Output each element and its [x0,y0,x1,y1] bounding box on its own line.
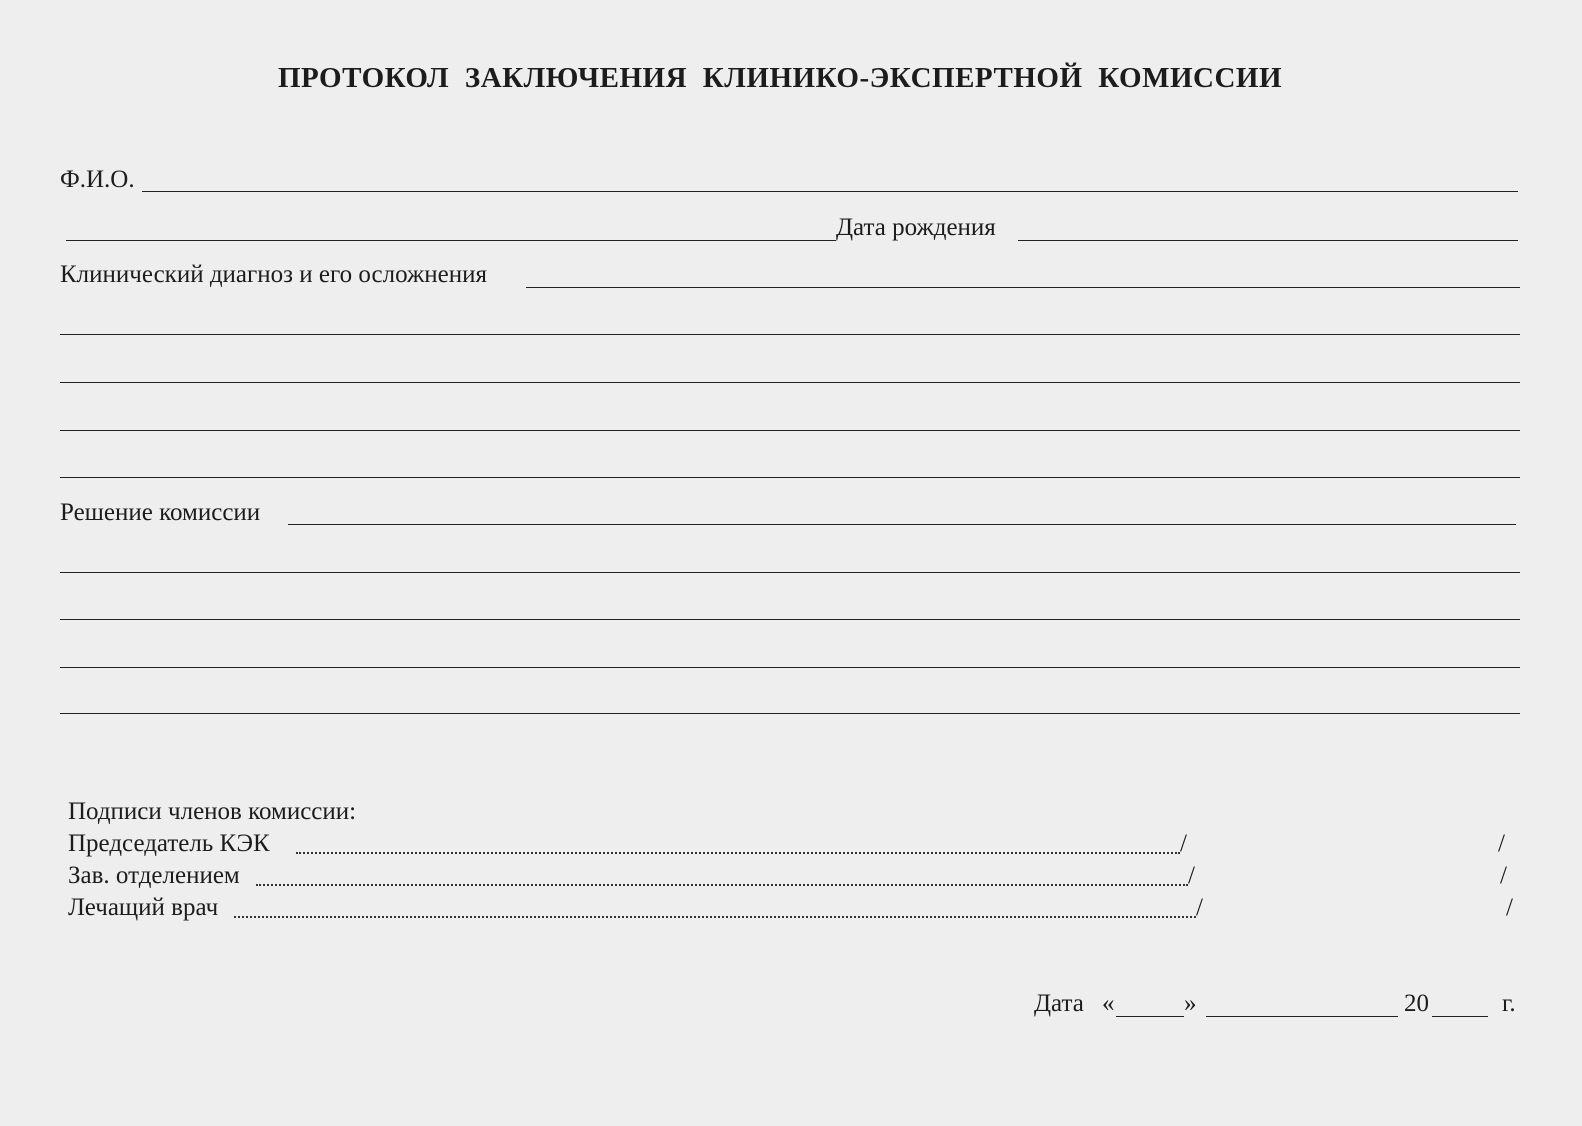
decision-line-1[interactable] [288,524,1516,525]
signature-head-label: Зав. отделением [68,862,240,889]
diagnosis-line-4[interactable] [60,430,1520,431]
diagnosis-line-2[interactable] [60,334,1520,335]
signature-head-line[interactable] [256,884,1188,886]
diagnosis-line-5[interactable] [60,477,1520,478]
date-day-line[interactable] [1116,1016,1184,1017]
signature-doctor-slash-mid: / [1196,894,1203,921]
decision-label: Решение комиссии [60,499,261,526]
signature-chairman-line[interactable] [296,852,1180,854]
signature-doctor-slash-end: / [1506,894,1513,921]
form-title: ПРОТОКОЛ ЗАКЛЮЧЕНИЯ КЛИНИКО-ЭКСПЕРТНОЙ КОМИССИИ [277,62,1283,94]
date-open-quote: « [1102,990,1115,1017]
decision-line-5[interactable] [60,713,1520,714]
decision-line-2[interactable] [60,572,1520,573]
signatures-heading: Подписи членов комиссии: [68,798,357,825]
fio-line-2[interactable] [66,240,836,241]
diagnosis-line-1[interactable] [526,287,1520,288]
signature-chairman-label: Председатель КЭК [68,830,270,857]
signature-head-slash-mid: / [1188,862,1195,889]
date-year-line[interactable] [1432,1016,1488,1017]
fio-label: Ф.И.О. [60,166,135,193]
signature-doctor-line[interactable] [234,916,1196,918]
signature-head-slash-end: / [1500,862,1507,889]
diagnosis-line-3[interactable] [60,382,1520,383]
fio-line[interactable] [142,191,1518,192]
decision-line-3[interactable] [60,619,1520,620]
birth-date-line[interactable] [1018,240,1518,241]
decision-line-4[interactable] [60,667,1520,668]
date-suffix: г. [1502,990,1516,1017]
diagnosis-label: Клинический диагноз и его осложнения [60,261,487,288]
signature-doctor-label: Лечащий врач [68,894,219,921]
signature-chairman-slash-end: / [1498,830,1505,857]
birth-date-label: Дата рождения [836,214,996,241]
date-month-line[interactable] [1206,1016,1398,1017]
date-close-quote: » [1184,990,1197,1017]
signature-chairman-slash-mid: / [1180,830,1187,857]
date-century: 20 [1404,990,1429,1017]
date-label: Дата [1034,990,1084,1017]
